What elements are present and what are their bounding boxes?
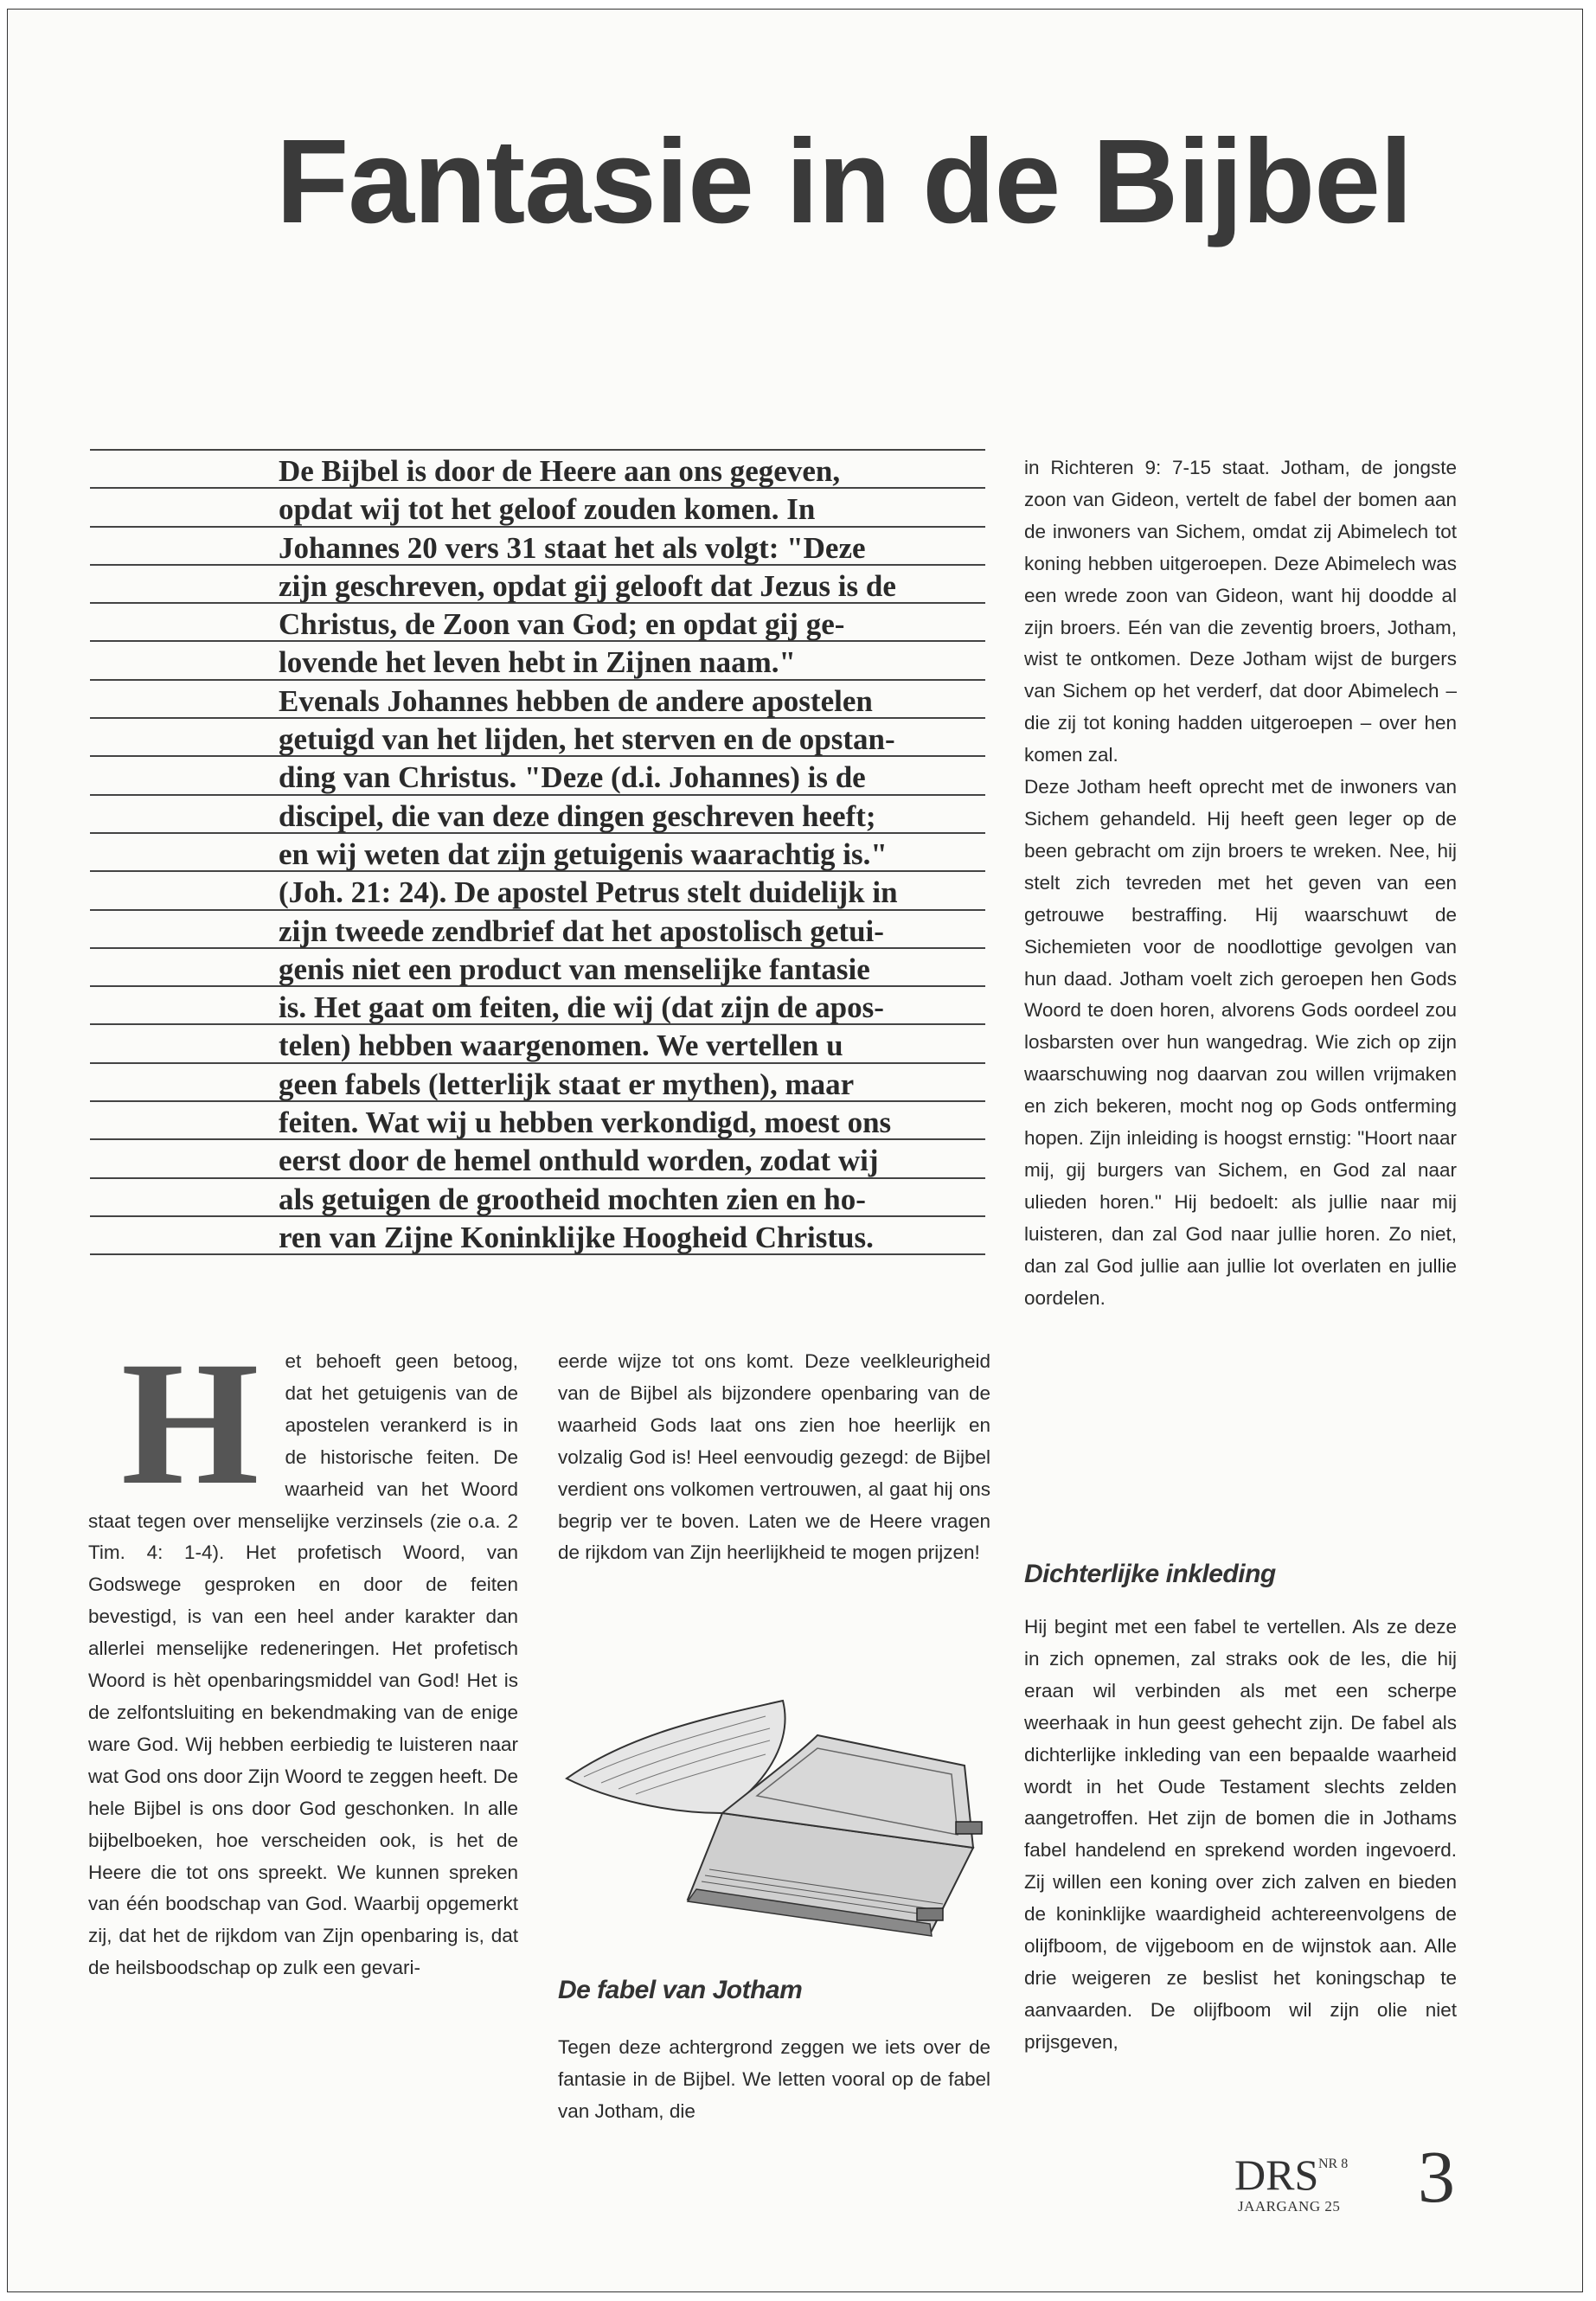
magazine-page	[7, 9, 1583, 2292]
intro-line: Johannes 20 vers 31 staat het als volgt: "Deze	[90, 528, 985, 566]
body-column-2	[558, 1346, 990, 1569]
intro-line: Evenals Johannes hebben de andere apostelen	[90, 681, 985, 719]
subheading-dichterlijke: Dichterlijke inkleding	[1024, 1560, 1276, 1588]
body-column-3b	[1024, 1612, 1457, 2059]
body-column-3	[1024, 452, 1457, 1314]
intro-line: en wij weten dat zijn getuigenis waarachtig is."	[90, 834, 985, 872]
intro-line: zijn geschreven, opdat gij gelooft dat Jezus is de	[90, 566, 985, 604]
intro-line: ding van Christus. "Deze (d.i. Johannes) is de	[90, 757, 985, 795]
intro-line: feiten. Wat wij u hebben verkondigd, moest ons	[90, 1102, 985, 1140]
intro-line: geen fabels (letterlijk staat er mythen), maar	[90, 1064, 985, 1102]
drop-cap: H	[121, 1325, 260, 1522]
col3-para1: in Richteren 9: 7-15 staat. Jotham, de jongste zoon van Gideon, vertelt de fabel der bomen aan de inwoners van Sichem, omdat zij Abimelech tot koning hebben uitgeroepen. Deze Abimelech was een wrede zoon van Gideon, want hij doodde al zijn broers. Eén van die zeventig broers, Jotham, wist te ontkomen. Deze Jotham wijst de burgers van Sichem op het verderf, dat door Abimelech – die zij tot koning hadden uitgeroepen – over hen komen zal.	[1024, 457, 1457, 766]
intro-line: (Joh. 21: 24). De apostel Petrus stelt duidelijk in	[90, 872, 985, 910]
open-bible-icon	[558, 1683, 990, 1943]
article-title: Fantasie in de Bijbel	[276, 115, 1413, 248]
intro-line: is. Het gaat om feiten, die wij (dat zijn de apos-	[90, 987, 985, 1025]
intro-line: zijn tweede zendbrief dat het apostolisch getui-	[90, 911, 985, 949]
intro-line: genis niet een product van menselijke fantasie	[90, 949, 985, 987]
body-column-2b	[558, 2032, 990, 2128]
col3-para2: Deze Jotham heeft oprecht met de inwoners van Sichem gehandeld. Hij heeft geen leger op de been gebracht om zijn broers te wreken. Nee, hij stelt zich tevreden met het geven van een getrouwe bestraffing. Hij waarschuwt de Sichemieten voor de noodlottige gevolgen van hun daad. Jotham voelt zich geroepen hen Gods Woord te doen horen, alvorens Gods oordeel zou losbarsten over hun wangedrag. Wie zich op zijn waarschuwing nog daarvan zou willen vrijmaken en zich bekeren, mocht nog op Gods ontferming hopen. Zijn inleiding is hoogst ernstig: "Hoort naar mij, gij burgers van Sichem, en God zal naar ulieden horen." Hij bedoelt: als jullie naar mij luisteren, dan zal God naar jullie horen. Zo niet, dan zal God jullie aan jullie lot overlaten en jullie oordelen.	[1024, 776, 1457, 1309]
intro-line: De Bijbel is door de Heere aan ons gegeven,	[90, 451, 985, 489]
col2-text: eerde wijze tot ons komt. Deze veelkleurigheid van de Bijbel als bijzondere openbaring van de waarheid Gods laat ons zien hoe heerlijk en volzalig God is! Heel eenvoudig gezegd: de Bijbel verdient ons volkomen vertrouwen, al gaat hij ons begrip ver te boven. Laten we de Heere vragen de rijkdom van Zijn heerlijkheid te mogen prijzen!	[558, 1350, 990, 1564]
subheading-jotham: De fabel van Jotham	[558, 1976, 803, 2004]
intro-line: getuigd van het lijden, het sterven en de opstan-	[90, 719, 985, 757]
intro-line: discipel, die van deze dingen geschreven heeft;	[90, 796, 985, 834]
magazine-name: DRS	[1234, 2150, 1319, 2199]
col3b-text: Hij begint met een fabel te vertellen. Als ze deze in zich opnemen, zal straks ook de les, die hij eraan wil verbinden als met een scherpe weerhaak in hun geest gehecht zijn. De fabel als dichterlijke inkleding van een bepaalde waarheid wordt in het Oude Testament slechts zelden aangetroffen. Het zijn de bomen die in Jothams fabel handelend en sprekend worden ingevoerd. Zij willen een koning over zich zalven en bieden de koninklijke waardigheid achtereenvolgens de olijfboom, de vijgeboom en de wijnstok aan. Alle drie weigeren ze beslist het koningschap te aanvaarden. De olijfboom wil zijn olie niet prijsgeven,	[1024, 1616, 1457, 2053]
volume-label: JAARGANG 25	[1238, 2198, 1341, 2214]
col2b-text: Tegen deze achtergrond zeggen we iets over de fantasie in de Bijbel. We letten vooral op de fabel van Jotham, die	[558, 2036, 990, 2122]
body-column-1	[88, 1325, 518, 1984]
intro-line: eerst door de hemel onthuld worden, zodat wij	[90, 1140, 985, 1178]
intro-line: opdat wij tot het geloof zouden komen. In	[90, 489, 985, 527]
intro-line: als getuigen de grootheid mochten zien en ho-	[90, 1179, 985, 1217]
page-number: 3	[1418, 2135, 1455, 2218]
intro-line: Christus, de Zoon van God; en opdat gij ge-	[90, 604, 985, 642]
col1-text: et behoeft geen betoog, dat het getuigenis van de apostelen verankerd is in de historische feiten. De waarheid van het Woord staat tegen over menselijke verzinsels (zie o.a. 2 Tim. 4: 1-4). Het profetisch Woord, van Godswege gesproken en door de feiten bevestigd, is van een heel ander karakter dan allerlei menselijke redeneringen. Het profetisch Woord is hèt openbaringsmiddel van God! Het is de zelfontsluiting en bekendmaking van de enige ware God. Wij hebben eerbiedig te luisteren naar wat God ons door Zijn Woord te zeggen heeft. De hele Bijbel is ons door God geschonken. In alle bijbelboeken, hoe verscheiden ook, is het de Heere die tot ons spreekt. We kunnen spreken van één boodschap van God. Waarbij opgemerkt zij, dat het de rijkdom van Zijn openbaring is, dat de heilsboodschap op zulk een gevari-	[88, 1350, 518, 1979]
issue-number: NR 8	[1318, 2157, 1349, 2171]
intro-ruled-text	[90, 449, 985, 1255]
intro-line: ren van Zijne Koninklijke Hoogheid Christus.	[90, 1217, 985, 1255]
intro-line: telen) hebben waargenomen. We vertellen u	[90, 1025, 985, 1063]
intro-line: lovende het leven hebt in Zijnen naam."	[90, 642, 985, 680]
